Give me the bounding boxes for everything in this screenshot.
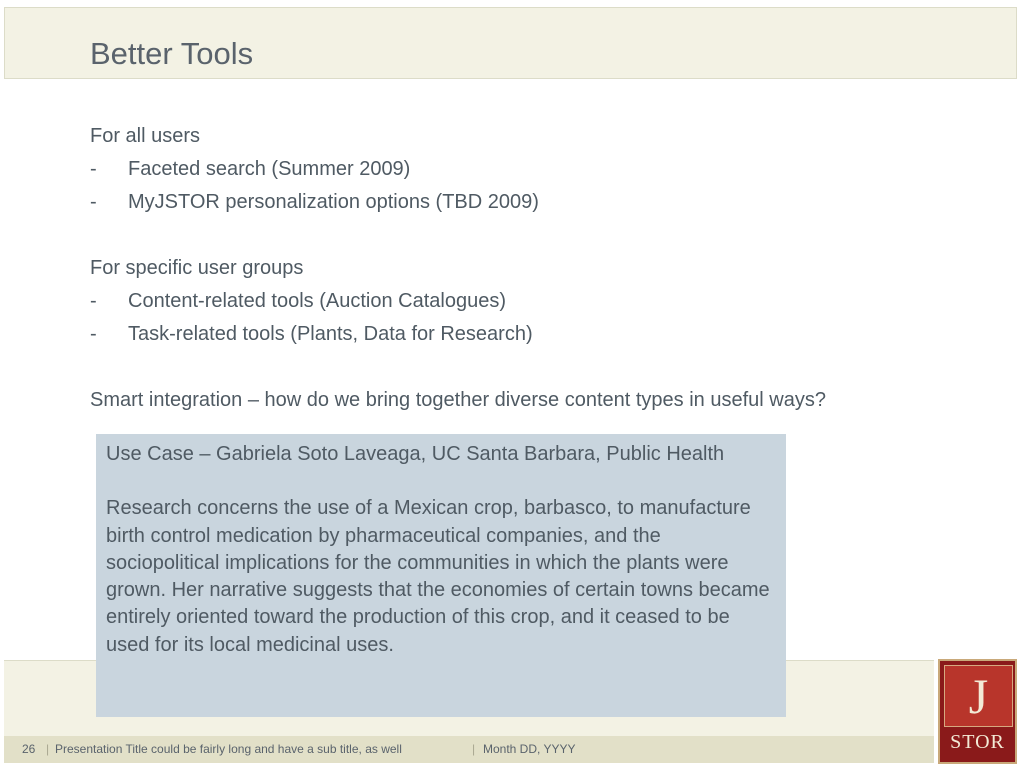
integration-text: Smart integration – how do we bring together diverse content types in useful ways?	[90, 389, 826, 411]
footer-separator: |	[472, 742, 476, 756]
section-heading-user-groups: For specific user groups	[90, 257, 304, 279]
list-item-text: Faceted search (Summer 2009)	[128, 158, 411, 180]
use-case-box	[96, 434, 786, 717]
footer-separator: |	[46, 742, 50, 756]
spacer	[90, 355, 970, 388]
slide-content	[90, 124, 970, 421]
list-item	[90, 322, 970, 355]
slide-title: Better Tools	[90, 36, 254, 71]
use-case-title: Use Case – Gabriela Soto Laveaga, UC Santa Barbara, Public Health	[106, 443, 725, 465]
bullet-dash: -	[90, 290, 97, 312]
list-item	[90, 190, 970, 223]
list-item	[90, 289, 970, 322]
list-item-text: MyJSTOR personalization options (TBD 2009)	[128, 191, 539, 213]
bullet-dash: -	[90, 323, 97, 345]
use-case-body: Research concerns the use of a Mexican crop, barbasco, to manufacture birth control medication by pharmaceutical companies, and the sociopolitical implications for the communities in which the plants were grown. Her narrative suggests that the economies of certain towns became entirely oriented toward the production of this crop, and it ceased to be used for its local medicinal uses.	[106, 497, 770, 656]
logo-emblem	[944, 665, 1013, 727]
bullet-dash: -	[90, 158, 97, 180]
list-item-text: Content-related tools (Auction Catalogues)	[128, 290, 506, 312]
spacer	[90, 223, 970, 256]
footer-bar	[4, 736, 934, 763]
bullet-dash: -	[90, 191, 97, 213]
list-item-text: Task-related tools (Plants, Data for Research)	[128, 323, 533, 345]
section-heading-all-users: For all users	[90, 125, 201, 147]
jstor-logo	[938, 659, 1017, 764]
logo-letter: J	[968, 668, 989, 724]
logo-wordmark: STOR	[950, 731, 1005, 753]
page-number: 26	[22, 742, 36, 756]
footer-date: Month DD, YYYY	[483, 742, 576, 756]
footer-presentation-title: Presentation Title could be fairly long and have a sub title, as well	[55, 742, 402, 756]
list-item	[90, 157, 970, 190]
